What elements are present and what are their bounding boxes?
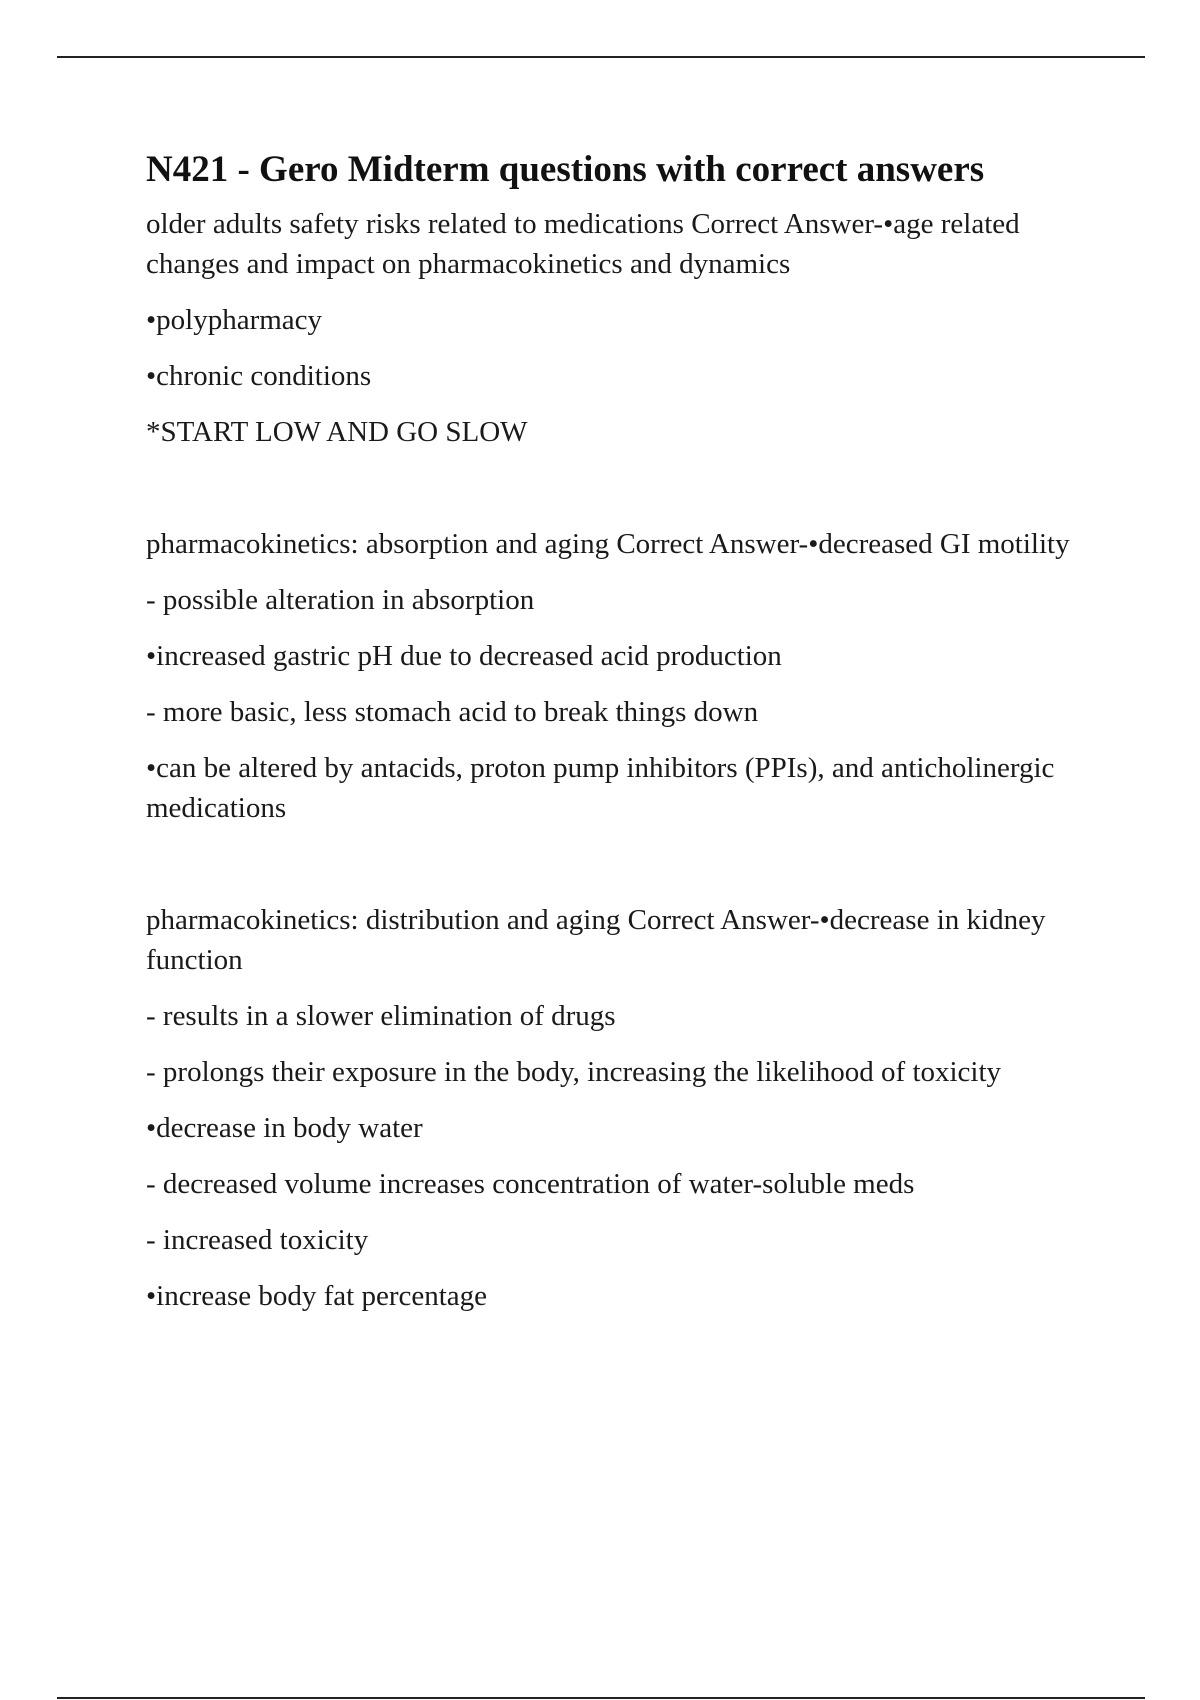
document-title: N421 - Gero Midterm questions with correct answers xyxy=(146,149,985,190)
answer-bullet: •can be altered by antacids, proton pump inhibitors (PPIs), and anticholinergic medications xyxy=(146,752,1055,824)
section-distribution xyxy=(146,900,1081,1316)
section-absorption xyxy=(146,524,1081,828)
question-answer-paragraph: pharmacokinetics: absorption and aging Correct Answer-•decreased GI motility xyxy=(146,528,1070,560)
section-spacer xyxy=(146,468,1081,524)
answer-bullet: •increased gastric pH due to decreased acid production xyxy=(146,640,782,672)
answer-detail: - increased toxicity xyxy=(146,1224,369,1256)
answer-detail: - decreased volume increases concentration of water-soluble meds xyxy=(146,1168,915,1200)
answer-detail: - prolongs their exposure in the body, increasing the likelihood of toxicity xyxy=(146,1056,1002,1088)
question-answer-paragraph: pharmacokinetics: distribution and aging Correct Answer-•decrease in kidney function xyxy=(146,904,1046,976)
answer-bullet: •chronic conditions xyxy=(146,360,372,392)
answer-bullet: •polypharmacy xyxy=(146,304,323,336)
answer-note: *START LOW AND GO SLOW xyxy=(146,416,528,448)
answer-detail: - results in a slower elimination of drugs xyxy=(146,1000,616,1032)
document-body xyxy=(146,148,1081,1332)
answer-detail: - more basic, less stomach acid to break things down xyxy=(146,696,759,728)
answer-bullet: •decrease in body water xyxy=(146,1112,423,1144)
section-spacer xyxy=(146,844,1081,900)
footer-rule xyxy=(57,1697,1145,1699)
question-answer-paragraph: older adults safety risks related to medications Correct Answer-•age related changes and impact on pharmacokinetics and dynamics xyxy=(146,208,1020,280)
answer-bullet: •increase body fat percentage xyxy=(146,1280,488,1312)
section-medication-safety xyxy=(146,204,1081,452)
header-rule xyxy=(57,56,1145,58)
answer-detail: - possible alteration in absorption xyxy=(146,584,535,616)
